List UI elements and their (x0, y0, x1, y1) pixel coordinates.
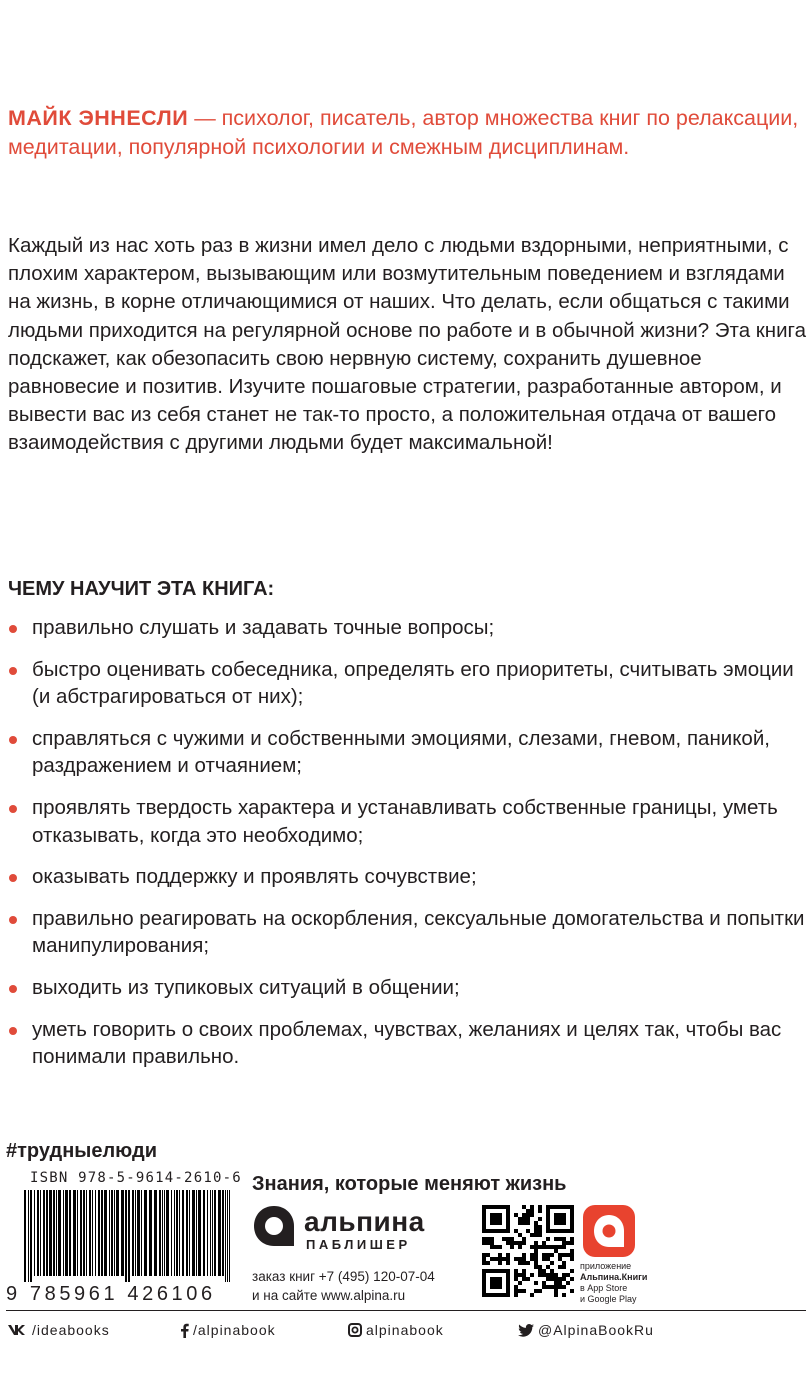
qr-module (562, 1293, 566, 1297)
qr-module (558, 1245, 562, 1249)
barcode-bar (92, 1190, 93, 1276)
barcode-bar (149, 1190, 152, 1276)
qr-module (550, 1261, 554, 1265)
qr-module (506, 1241, 510, 1245)
qr-module (490, 1241, 494, 1245)
qr-module (522, 1277, 526, 1281)
qr-module (518, 1261, 522, 1265)
qr-module (514, 1277, 518, 1281)
social-instagram: alpinabook (348, 1322, 444, 1338)
barcode-bar (227, 1190, 228, 1282)
barcode-bar (166, 1190, 169, 1276)
barcode-bar (144, 1190, 147, 1276)
qr-module (494, 1245, 498, 1249)
qr-module (530, 1293, 534, 1297)
qr-module (486, 1253, 490, 1257)
qr-module (514, 1285, 518, 1289)
qr-module (558, 1265, 562, 1269)
qr-module (522, 1261, 526, 1265)
qr-module (550, 1269, 554, 1273)
qr-module (538, 1265, 542, 1269)
qr-module (490, 1237, 494, 1241)
qr-module (490, 1257, 494, 1261)
qr-module (538, 1289, 542, 1293)
qr-module (538, 1269, 542, 1273)
qr-module (554, 1245, 558, 1249)
barcode-bar (111, 1190, 113, 1276)
barcode-bar (63, 1190, 64, 1276)
qr-module (522, 1237, 526, 1241)
bullet-icon (9, 736, 17, 744)
qr-module (558, 1277, 562, 1281)
qr-module (538, 1217, 542, 1221)
qr-module (518, 1281, 522, 1285)
qr-module (526, 1261, 530, 1265)
qr-module (554, 1249, 558, 1253)
alpina-app-icon (583, 1205, 635, 1257)
qr-module (518, 1217, 522, 1221)
qr-module (518, 1221, 522, 1225)
qr-module (554, 1237, 558, 1241)
order-info (252, 1267, 435, 1305)
barcode-bar (49, 1190, 52, 1276)
barcode-bar (189, 1190, 190, 1276)
barcode-bar (56, 1190, 57, 1276)
qr-module (514, 1241, 518, 1245)
qr-module (562, 1241, 566, 1245)
qr-module (482, 1237, 486, 1241)
barcode-bar (174, 1190, 175, 1276)
qr-module (538, 1273, 542, 1277)
qr-module (534, 1257, 538, 1261)
qr-module (542, 1253, 546, 1257)
qr-module (518, 1257, 522, 1261)
twitter-icon (518, 1324, 534, 1337)
qr-module (530, 1273, 534, 1277)
barcode-bar (171, 1190, 172, 1276)
qr-module (538, 1229, 542, 1233)
qr-module (522, 1213, 526, 1217)
barcode-bar (34, 1190, 35, 1276)
list-item: правильно реагировать на оскорбления, сексуальные домогательства и попытки манипулирования; (8, 905, 808, 960)
qr-module (522, 1241, 526, 1245)
barcode-bar (222, 1190, 224, 1276)
barcode-bar (109, 1190, 110, 1276)
qr-module (570, 1269, 574, 1273)
qr-module (550, 1253, 554, 1257)
bullet-icon (9, 874, 17, 882)
qr-module (522, 1217, 526, 1221)
book-description: Каждый из нас хоть раз в жизни имел дело с людьми вздорными, неприятными, с плохим характером, вызывающим или возмутительным поведением и взглядами на жизнь, в корне отличающимися от наших. Что делать, если общаться с такими людьми приходится на регулярной основе по работе и в обычной жизни? Эта книга подскажет, как обезопасить свою нервную систему, сохранить душевное равновесие и позитив. Изучите пошаговые стратегии, разработанные автором, и вывести вас из себя станет не так-то просто, а положительная отдача от вашего взаимодействия с другими людьми будет максимальной! (8, 234, 806, 455)
qr-module (562, 1273, 566, 1277)
qr-module (490, 1277, 502, 1289)
qr-module (534, 1281, 538, 1285)
barcode-bar (30, 1190, 32, 1282)
barcode-bar (192, 1190, 195, 1276)
qr-module (506, 1257, 510, 1261)
qr-module (542, 1257, 546, 1261)
qr-module (534, 1253, 538, 1257)
qr-module (562, 1277, 566, 1281)
order-phone: заказ книг +7 (495) 120-07-04 (252, 1269, 435, 1284)
qr-module (554, 1285, 558, 1289)
barcode-bar (212, 1190, 213, 1276)
qr-module (518, 1241, 522, 1245)
qr-module (550, 1273, 554, 1277)
barcode-bar (89, 1190, 91, 1276)
publisher-sub: ПАБЛИШЕР (306, 1237, 411, 1252)
qr-module (534, 1249, 538, 1253)
qr-module (486, 1237, 490, 1241)
author-blurb (8, 104, 808, 161)
qr-module (534, 1261, 538, 1265)
qr-module (566, 1253, 570, 1257)
qr-module (518, 1245, 522, 1249)
qr-module (554, 1293, 558, 1297)
qr-module (502, 1257, 506, 1261)
social-twitter: @AlpinaBookRu (518, 1322, 654, 1338)
qr-module (526, 1229, 530, 1233)
qr-module (486, 1261, 490, 1265)
qr-module (546, 1253, 550, 1257)
qr-module (534, 1221, 538, 1225)
social-facebook: /alpinabook (180, 1322, 276, 1338)
qr-module (546, 1257, 550, 1261)
author-bio: — психолог, писатель, автор множества книг по релаксации, медитации, популярной психологии и смежным дисциплинам. (8, 106, 799, 159)
qr-module (522, 1205, 526, 1209)
qr-module (538, 1209, 542, 1213)
qr-module (558, 1237, 562, 1241)
barcode-bar (80, 1190, 82, 1276)
qr-module (482, 1253, 486, 1257)
qr-module (542, 1281, 546, 1285)
qr-module (566, 1273, 570, 1277)
vk-icon (8, 1324, 28, 1336)
qr-module (522, 1269, 526, 1273)
barcode-bar (128, 1190, 130, 1282)
qr-module (562, 1245, 566, 1249)
barcode-bar (73, 1190, 76, 1276)
bullet-icon (9, 985, 17, 993)
qr-module (534, 1289, 538, 1293)
bullet-icon (9, 625, 17, 633)
list-item: правильно слушать и задавать точные вопросы; (8, 614, 808, 642)
qr-module (542, 1273, 546, 1277)
qr-module (538, 1205, 542, 1209)
qr-module (558, 1253, 562, 1257)
barcode-bar (132, 1190, 134, 1276)
slogan: Знания, которые меняют жизнь (252, 1173, 567, 1195)
learn-heading: ЧЕМУ НАУЧИТ ЭТА КНИГА: (8, 578, 275, 600)
qr-module (558, 1257, 562, 1261)
qr-module (562, 1253, 566, 1257)
barcode-bar (218, 1190, 221, 1276)
qr-module (522, 1289, 526, 1293)
qr-module (530, 1209, 534, 1213)
qr-module (526, 1213, 530, 1217)
order-site: и на сайте www.alpina.ru (252, 1288, 406, 1303)
qr-module (498, 1245, 502, 1249)
barcode-bar (98, 1190, 100, 1276)
qr-module (534, 1229, 538, 1233)
learn-list (8, 614, 808, 1085)
qr-module (558, 1285, 562, 1289)
qr-module (554, 1273, 558, 1277)
qr-module (534, 1265, 538, 1269)
qr-module (570, 1277, 574, 1281)
barcode-bar (159, 1190, 161, 1276)
barcode-bar (164, 1190, 165, 1276)
qr-module (566, 1281, 570, 1285)
qr-module (502, 1237, 506, 1241)
qr-module (538, 1233, 542, 1237)
bullet-icon (9, 916, 17, 924)
qr-module (530, 1245, 534, 1249)
qr-module (498, 1261, 502, 1265)
qr-module (550, 1285, 554, 1289)
qr-module (514, 1273, 518, 1277)
barcode-digits: 9 785961 426106 (6, 1283, 216, 1305)
qr-module (522, 1273, 526, 1277)
qr-module (518, 1233, 522, 1237)
qr-module (514, 1229, 518, 1233)
barcode-bar (24, 1190, 26, 1282)
qr-module (486, 1241, 490, 1245)
qr-module (558, 1281, 562, 1285)
qr-module (570, 1241, 574, 1245)
app-info: приложение Альпина.Книги в App Store и Google Play (580, 1261, 648, 1304)
qr-module (510, 1237, 514, 1241)
bullet-icon (9, 1027, 17, 1035)
qr-module (554, 1213, 566, 1225)
qr-module (570, 1249, 574, 1253)
hashtag: #трудныелюди (6, 1140, 157, 1162)
qr-module (546, 1285, 550, 1289)
qr-module (506, 1237, 510, 1241)
qr-module (546, 1245, 550, 1249)
qr-module (526, 1217, 530, 1221)
qr-module (546, 1273, 550, 1277)
barcode-bar (135, 1190, 136, 1276)
bullet-icon (9, 805, 17, 813)
qr-module (570, 1237, 574, 1241)
barcode-bar (121, 1190, 124, 1276)
qr-module (538, 1245, 542, 1249)
barcode-bar (207, 1190, 208, 1276)
qr-module (510, 1245, 514, 1249)
qr-module (534, 1233, 538, 1237)
qr-module (542, 1285, 546, 1289)
qr-module (526, 1209, 530, 1213)
qr-module (518, 1273, 522, 1277)
qr-module (482, 1241, 486, 1245)
barcode-bar (28, 1190, 29, 1282)
qr-module (490, 1245, 494, 1249)
qr-module (514, 1293, 518, 1297)
social-vk: /ideabooks (8, 1322, 110, 1338)
qr-module (546, 1265, 550, 1269)
barcode-bar (46, 1190, 48, 1276)
qr-module (522, 1257, 526, 1261)
qr-module (542, 1269, 546, 1273)
barcode-bar (83, 1190, 85, 1276)
qr-module (570, 1289, 574, 1293)
barcode-bar (114, 1190, 115, 1276)
barcode-bar (179, 1190, 180, 1276)
list-item: быстро оценивать собеседника, определять его приоритеты, считывать эмоции (и абстрагироваться от них); (8, 656, 808, 711)
alpina-logo-icon (250, 1202, 298, 1250)
barcode-bar (214, 1190, 216, 1276)
qr-module (530, 1213, 534, 1217)
barcode-bar (141, 1190, 142, 1276)
qr-module (570, 1257, 574, 1261)
qr-module (538, 1225, 542, 1229)
barcode-bar (77, 1190, 78, 1276)
qr-module (494, 1257, 498, 1261)
qr-module (554, 1281, 558, 1285)
barcode-bar (43, 1190, 45, 1276)
qr-module (562, 1265, 566, 1269)
qr-module (554, 1289, 558, 1293)
facebook-icon (180, 1323, 189, 1338)
qr-module (530, 1257, 534, 1261)
barcode-bar (69, 1190, 71, 1276)
qr-module (562, 1261, 566, 1265)
qr-module (482, 1257, 486, 1261)
qr-module (534, 1225, 538, 1229)
qr-module (546, 1237, 550, 1241)
list-item: уметь говорить о своих проблемах, чувствах, желаниях и целях так, чтобы вас понимали правильно. (8, 1016, 808, 1071)
qr-module (514, 1257, 518, 1261)
author-name: МАЙК ЭННЕСЛИ (8, 106, 189, 130)
qr-module (522, 1221, 526, 1225)
qr-module (490, 1213, 502, 1225)
qr-module (570, 1253, 574, 1257)
qr-module (550, 1277, 554, 1281)
qr-module (566, 1241, 570, 1245)
qr-module (550, 1245, 554, 1249)
qr-module (534, 1241, 538, 1245)
barcode-bar (125, 1190, 127, 1282)
qr-module (554, 1277, 558, 1281)
footer-divider (6, 1310, 806, 1311)
qr-module (526, 1221, 530, 1225)
qr-module (562, 1237, 566, 1241)
barcode-bar (116, 1190, 119, 1276)
list-item: справляться с чужими и собственными эмоциями, слезами, гневом, паникой, раздражением и отчаянием; (8, 725, 808, 780)
list-item: проявлять твердость характера и устанавливать собственные границы, уметь отказывать, когда это необходимо; (8, 794, 808, 849)
qr-module (506, 1261, 510, 1265)
barcode-bar (225, 1190, 226, 1282)
barcode (24, 1190, 234, 1282)
publisher-name: альпина (304, 1206, 425, 1237)
qr-module (498, 1253, 502, 1257)
barcode-bar (198, 1190, 201, 1276)
barcode-bar (186, 1190, 188, 1276)
qr-module (530, 1205, 534, 1209)
qr-module (510, 1241, 514, 1245)
barcode-bar (65, 1190, 68, 1276)
barcode-bar (229, 1190, 230, 1282)
barcode-bar (196, 1190, 197, 1276)
barcode-bar (137, 1190, 140, 1276)
barcode-bar (182, 1190, 184, 1276)
barcode-bar (37, 1190, 39, 1276)
isbn-text: ISBN 978-5-9614-2610-6 (30, 1170, 242, 1186)
barcode-bar (86, 1190, 87, 1276)
barcode-bar (176, 1190, 178, 1276)
qr-module (542, 1241, 546, 1245)
qr-module (562, 1285, 566, 1289)
barcode-bar (162, 1190, 163, 1276)
qr-module (526, 1277, 530, 1281)
barcode-bar (210, 1190, 211, 1276)
barcode-bar (101, 1190, 103, 1276)
qr-module (534, 1245, 538, 1249)
barcode-bar (203, 1190, 205, 1276)
list-item: выходить из тупиковых ситуаций в общении; (8, 974, 808, 1002)
qr-module (514, 1269, 518, 1273)
qr-module (482, 1261, 486, 1265)
barcode-bar (95, 1190, 96, 1276)
qr-module (514, 1213, 518, 1217)
qr-module (498, 1257, 502, 1261)
qr-module (530, 1253, 534, 1257)
instagram-icon (348, 1323, 362, 1337)
barcode-bar (53, 1190, 55, 1276)
qr-module (514, 1289, 518, 1293)
barcode-bar (58, 1190, 61, 1276)
list-item: оказывать поддержку и проявлять сочувствие; (8, 863, 808, 891)
qr-module (546, 1277, 550, 1281)
barcode-bar (40, 1190, 41, 1276)
barcode-bar (104, 1190, 107, 1276)
qr-code (482, 1205, 574, 1297)
barcode-bar (154, 1190, 157, 1276)
bullet-icon (9, 667, 17, 675)
qr-module (522, 1253, 526, 1257)
qr-module (518, 1289, 522, 1293)
qr-module (506, 1253, 510, 1257)
qr-module (530, 1233, 534, 1237)
qr-module (542, 1245, 546, 1249)
